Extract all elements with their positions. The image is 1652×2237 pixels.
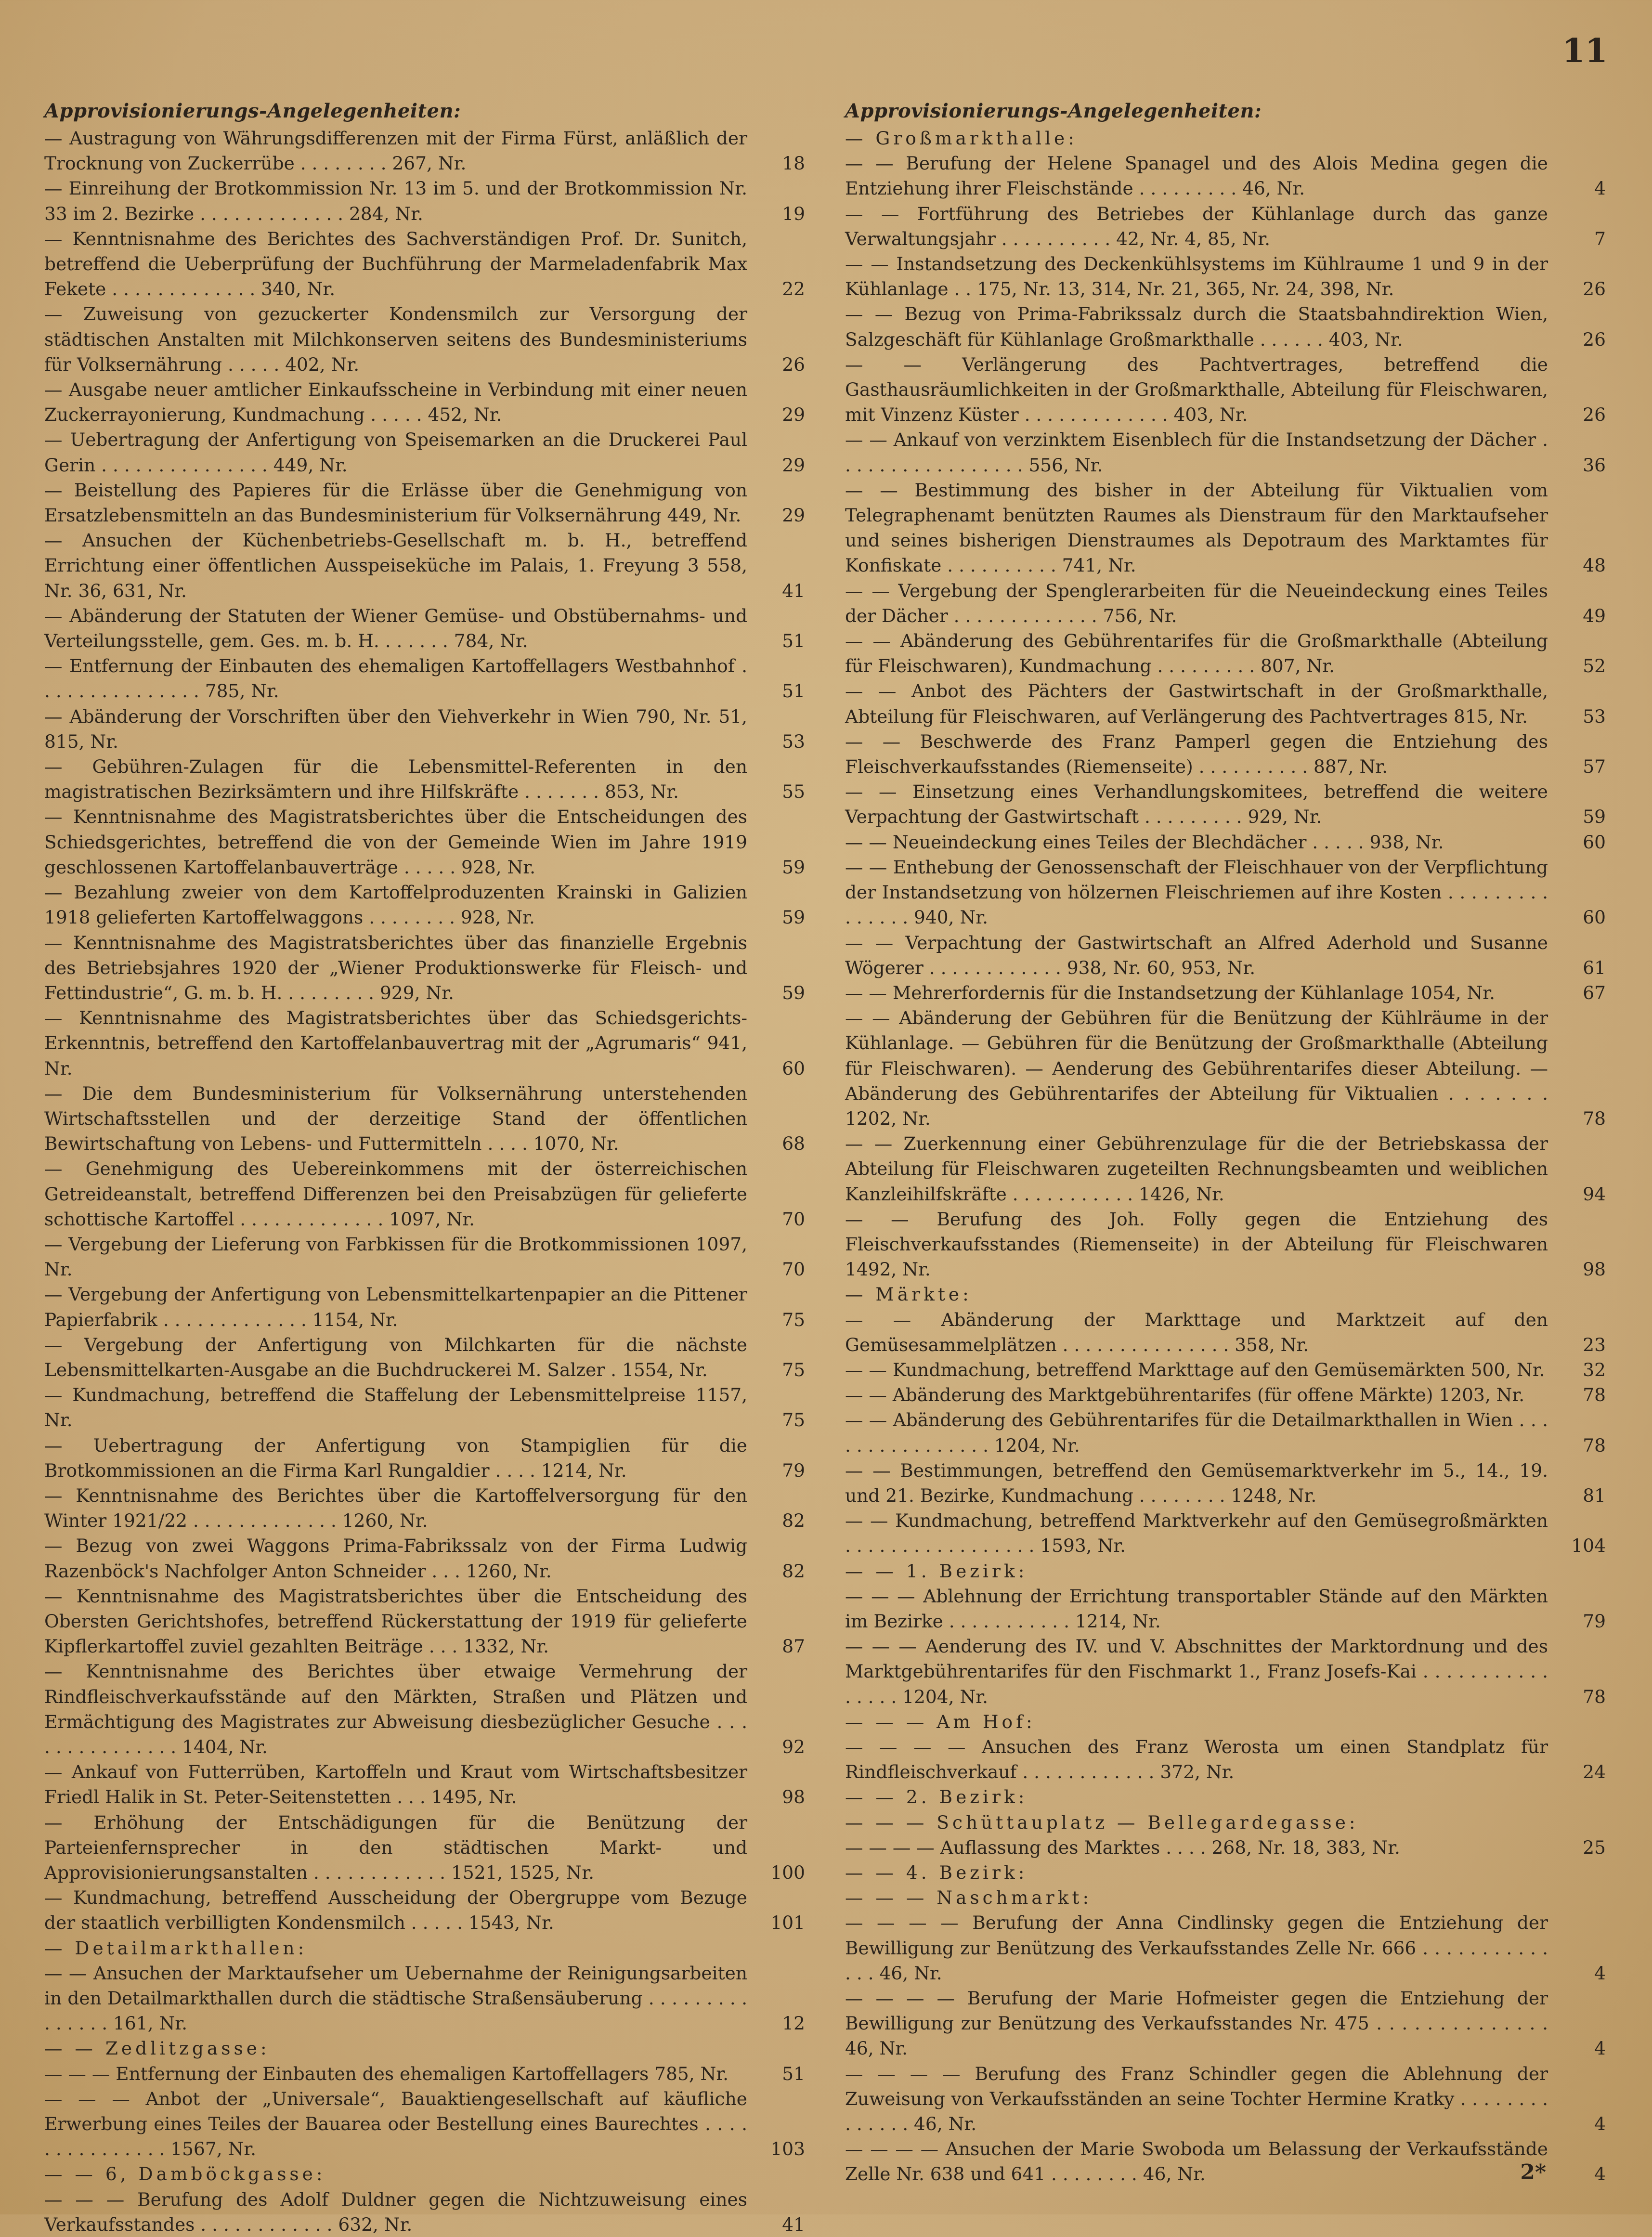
entry-text: — Uebertragung der Anfertigung von Speisemarken an die Druckerei Paul Gerin . . . . . . . . . . . . . . . 449, Nr. — [44, 429, 747, 476]
index-entry — [44, 301, 805, 377]
entry-text: — Beistellung des Papieres für die Erlässe über die Genehmigung von Ersatzlebensmitteln an das Bundesministerium für Volksernährung 449, Nr. — [44, 479, 747, 526]
entry-text: — Kenntnisnahme des Magistratsberichtes über das finanzielle Ergebnis des Betriebsjahres 1920 der „Wiener Produktionswerke für Fleisch- und Fettindustrie“, G. m. b. H. . . . . . . . . 929, Nr. — [44, 932, 747, 1003]
page-reference: 70 — [782, 1259, 805, 1280]
index-entry — [44, 603, 805, 653]
index-entry — [44, 653, 805, 703]
entry-text: — — Abänderung der Markttage und Marktzeit auf den Gemüsesammelplätzen . . . . . . . . . . . . . . . 358, Nr. — [845, 1309, 1548, 1355]
entry-text: — — Mehrerfordernis für die Instandsetzung der Kühlanlage 1054, Nr. — [845, 982, 1496, 1003]
entry-text: — — — Anbot der „Universale“, Bauaktiengesellschaft auf käufliche Erwerbung eines Teiles der Bauarea oder Bestellung eines Baurechtes . . . . . . . . . . . . . . . 1567, Nr. — [44, 2088, 747, 2160]
index-subheading — [845, 1810, 1606, 1835]
page-reference: 41 — [782, 580, 805, 601]
index-entry — [845, 678, 1606, 728]
page-reference: 48 — [1583, 555, 1606, 576]
page-reference: 75 — [782, 1409, 805, 1431]
page-reference: 32 — [1583, 1359, 1606, 1380]
page-reference: 24 — [1583, 1761, 1606, 1783]
page-reference: 82 — [782, 1510, 805, 1532]
entry-text: — Großmarkthalle: — [845, 128, 1078, 149]
index-column-left — [44, 99, 805, 2237]
index-entry — [44, 754, 805, 804]
index-entry — [845, 251, 1606, 301]
page-number: 11 — [1562, 32, 1608, 70]
entry-text: — — Zedlitzgasse: — [44, 2038, 270, 2059]
page-reference: 4 — [1594, 2113, 1606, 2135]
page-reference: 51 — [782, 2063, 805, 2084]
index-entry — [44, 126, 805, 176]
entry-text: — Kenntnisnahme des Magistratsberichtes über die Entscheidung des Obersten Gerichtshofes, betreffend Rückerstattung der 1919 für gelieferte Kipflerkartoffel zuviel gezahlten Beiträge . . . 1332, Nr. — [44, 1585, 747, 1657]
index-entry — [44, 1005, 805, 1081]
page-reference: 78 — [1583, 1384, 1606, 1406]
entry-text: — — Ansuchen der Marktaufseher um Uebernahme der Reinigungsarbeiten in den Detailmarkthallen durch die städtische Straßensäuberung . . . . . . . . . . . . . . . 161, Nr. — [44, 1962, 747, 2034]
entry-text: — — — — Berufung der Anna Cindlinsky gegen die Entziehung der Bewilligung zur Benützung des Verkaufsstandes Zelle Nr. 666 . . . . . . . . . . . . . . 46, Nr. — [845, 1912, 1548, 1984]
page-reference: 57 — [1583, 756, 1606, 778]
index-subheading — [845, 1784, 1606, 1809]
entry-text: — — Verlängerung des Pachtvertrages, betreffend die Gasthausräumlichkeiten in der Großmarkthalle, Abteilung für Fleischwaren, mit Vinzenz Küster . . . . . . . . . . . . . 403, Nr. — [845, 353, 1548, 426]
entry-text: — — Ankauf von verzinktem Eisenblech für die Instandsetzung der Dächer . . . . . . . . . . . . . . . . . 556, Nr. — [845, 429, 1548, 476]
entry-text: — Kundmachung, betreffend die Staffelung der Lebensmittelpreise 1157, Nr. — [44, 1384, 747, 1431]
entry-text: — — Zuerkennung einer Gebührenzulage für die der Betriebskassa der Abteilung für Fleischwaren zugeteilten Rechnungsbeamten und weiblichen Kanzleihilfskräfte . . . . . . . . . . . 1426, Nr. — [845, 1133, 1548, 1205]
entry-text: — Kenntnisnahme des Berichtes des Sachverständigen Prof. Dr. Sunitch, betreffend die Ueberprüfung der Buchführung der Marmeladenfabrik Max Fekete . . . . . . . . . . . . . 340, Nr. — [44, 228, 747, 300]
entry-text: — — — Aenderung des IV. und V. Abschnittes der Marktordnung und des Marktgebührentarifes für den Fischmarkt 1., Franz Josefs-Kai . . . . . . . . . . . . . . . . 1204, Nr. — [845, 1636, 1548, 1707]
index-entry — [845, 1734, 1606, 1784]
page-reference: 4 — [1594, 178, 1606, 199]
page-reference: 26 — [782, 353, 805, 375]
entry-text: — Austragung von Währungsdifferenzen mit der Firma Fürst, anläßlich der Trocknung von Zuckerrübe . . . . . . . . 267, Nr. — [44, 128, 747, 174]
index-entry — [44, 880, 805, 930]
page-reference: 51 — [782, 680, 805, 702]
entry-text: — Ausgabe neuer amtlicher Einkaufsscheine in Verbindung mit einer neuen Zuckerrayonierung, Kundmachung . . . . . 452, Nr. — [44, 379, 747, 426]
page-reference: 59 — [1583, 806, 1606, 828]
index-entry — [44, 1885, 805, 1935]
entry-text: — Einreihung der Brotkommission Nr. 13 im 5. und der Brotkommission Nr. 33 im 2. Bezirke . . . . . . . . . . . . . 284, Nr. — [44, 178, 747, 224]
entry-text: — — Einsetzung eines Verhandlungskomitees, betreffend die weitere Verpachtung der Gastwirtschaft . . . . . . . . . 929, Nr. — [845, 781, 1548, 828]
page-reference: 78 — [1583, 1686, 1606, 1707]
page-reference: 41 — [782, 2213, 805, 2235]
page-reference: 60 — [1583, 907, 1606, 928]
section-heading: Approvisionierungs-Angelegenheiten: — [845, 100, 1262, 122]
entry-text: — Kenntnisnahme des Magistratsberichtes über die Entscheidungen des Schiedsgerichtes, betreffend die von der Gemeinde Wien im Jahre 1919 geschlossenen Kartoffelanbauverträge . . . . . 928, Nr. — [44, 806, 747, 878]
entry-text: — — — — Berufung der Marie Hofmeister gegen die Entziehung der Bewilligung zur Benützung des Verkaufsstandes Nr. 475 . . . . . . . . . . . . . . 46, Nr. — [845, 1988, 1548, 2059]
page-reference: 67 — [1583, 982, 1606, 1003]
section-heading: Approvisionierungs-Angelegenheiten: — [44, 100, 461, 122]
entry-text: — Bezahlung zweier von dem Kartoffelproduzenten Krainski in Galizien 1918 gelieferten Kartoffelwaggons . . . . . . . . 928, Nr. — [44, 882, 747, 928]
entry-text: — — — Entfernung der Einbauten des ehemaligen Kartoffellagers 785, Nr. — [44, 2063, 729, 2084]
index-entry — [845, 1357, 1606, 1382]
index-entry — [44, 377, 805, 427]
index-entry — [44, 1282, 805, 1332]
index-entry — [845, 427, 1606, 477]
page-reference: 29 — [782, 404, 805, 426]
page-reference: 103 — [770, 2138, 805, 2160]
index-entry — [845, 352, 1606, 428]
page-reference: 100 — [770, 1862, 805, 1884]
index-entry — [44, 1382, 805, 1432]
entry-text: — — — Am Hof: — [845, 1711, 1036, 1732]
page-reference: 61 — [1583, 957, 1606, 978]
entry-text: — — 4. Bezirk: — [845, 1862, 1028, 1884]
entry-text: — Zuweisung von gezuckerter Kondensmilch zur Versorgung der städtischen Anstalten mit Milchkonserven seitens des Bundesministeriums für Volksernährung . . . . . 402, Nr. — [44, 303, 747, 375]
index-entry — [44, 2086, 805, 2162]
page-reference: 29 — [782, 505, 805, 526]
page-reference: 79 — [782, 1459, 805, 1481]
entry-text: — Abänderung der Statuten der Wiener Gemüse- und Obstübernahms- und Verteilungsstelle, gem. Ges. m. b. H. . . . . . . 784, Nr. — [44, 605, 747, 652]
entry-text: — — Kundmachung, betreffend Marktverkehr auf den Gemüsegroßmärkten . . . . . . . . . . . . . . . . . 1593, Nr. — [845, 1510, 1548, 1557]
index-subheading — [845, 1559, 1606, 1584]
entry-text: — Vergebung der Anfertigung von Milchkarten für die nächste Lebensmittelkarten-Ausgabe an die Buchdruckerei M. Salzer . 1554, Nr. — [44, 1334, 747, 1380]
entry-text: — — Instandsetzung des Deckenkühlsystems im Kühlraume 1 und 9 in der Kühlanlage . . 175, Nr. 13, 314, Nr. 21, 365, Nr. 24, 398, Nr. — [845, 253, 1548, 300]
index-entry — [845, 1835, 1606, 1860]
page-reference: 81 — [1583, 1484, 1606, 1506]
index-entry — [44, 1081, 805, 1157]
index-entry — [845, 1584, 1606, 1634]
page-reference: 29 — [782, 454, 805, 476]
index-entry — [44, 704, 805, 754]
page-reference: 4 — [1594, 2163, 1606, 2185]
index-entry — [845, 1634, 1606, 1709]
entry-text: — — Enthebung der Genossenschaft der Fleischhauer von der Verpflichtung der Instandsetzung von hölzernen Fleischriemen auf ihre Kosten . . . . . . . . . . . . . . . 940, Nr. — [845, 856, 1548, 928]
index-entry — [845, 1407, 1606, 1457]
entry-text: — Kenntnisnahme des Magistratsberichtes über das Schiedsgerichts-Erkenntnis, betreffend den Kartoffelanbauvertrag mit der „Agrumaris“ 941, Nr. — [44, 1007, 747, 1079]
entry-text: — — — Schüttauplatz — Bellegardegasse: — [845, 1811, 1359, 1833]
page-reference: 52 — [1583, 655, 1606, 677]
entry-text: — — Abänderung des Marktgebührentarifes (für offene Märkte) 1203, Nr. — [845, 1384, 1525, 1406]
page-reference: 26 — [1583, 404, 1606, 426]
index-entry — [845, 830, 1606, 855]
page-reference: 19 — [782, 203, 805, 224]
entry-text: — — Beschwerde des Franz Pamperl gegen die Entziehung des Fleischverkaufsstandes (Riemenseite) . . . . . . . . . . 887, Nr. — [845, 730, 1548, 778]
index-entry — [44, 1533, 805, 1583]
index-entry — [845, 980, 1606, 1005]
index-entry — [44, 2061, 805, 2086]
index-entry — [845, 301, 1606, 351]
entry-text: — Ansuchen der Küchenbetriebs-Gesellschaft m. b. H., betreffend Errichtung einer öffentlichen Ausspeiseküche im Palais, 1. Freyung 3 558, Nr. 36, 631, Nr. — [44, 530, 747, 601]
index-subheading — [845, 1709, 1606, 1734]
index-entry — [44, 1659, 805, 1759]
entry-text: — Kenntnisnahme des Berichtes über etwaige Vermehrung der Rindfleischverkaufsstände auf den Märkten, Straßen und Plätzen und Ermächtigung des Magistrates zur Abweisung diesbezüglicher Gesuche . . . . . . . . . . . . . . . 1404, Nr. — [44, 1661, 747, 1757]
entry-list-left — [44, 126, 805, 2237]
index-entry — [845, 1458, 1606, 1508]
page-reference: 55 — [782, 781, 805, 803]
index-entry — [845, 1382, 1606, 1407]
index-entry — [44, 176, 805, 226]
page-reference: 23 — [1583, 1334, 1606, 1355]
page-reference: 59 — [782, 856, 805, 878]
index-entry — [44, 1332, 805, 1382]
entry-text: — Uebertragung der Anfertigung von Stampiglien für die Brotkommissionen an die Firma Karl Rungaldier . . . . 1214, Nr. — [44, 1434, 747, 1481]
page-reference: 92 — [782, 1736, 805, 1757]
index-entry — [44, 226, 805, 302]
index-entry — [845, 578, 1606, 628]
page-reference: 60 — [782, 1057, 805, 1079]
page-reference: 98 — [782, 1786, 805, 1808]
index-entry — [44, 1232, 805, 1282]
index-entry — [845, 478, 1606, 578]
index-entry — [845, 1207, 1606, 1282]
entry-text: — Bezug von zwei Waggons Prima-Fabrikssalz von der Firma Ludwig Razenböck's Nachfolger Anton Schneider . . . 1260, Nr. — [44, 1535, 747, 1582]
index-entry — [44, 528, 805, 603]
entry-list-right — [845, 126, 1606, 2187]
page-reference: 51 — [782, 630, 805, 652]
entry-text: — — — — Ansuchen der Marie Swoboda um Belassung der Verkaufsstände Zelle Nr. 638 und 641 . . . . . . . . 46, Nr. — [845, 2138, 1548, 2185]
index-entry — [845, 729, 1606, 779]
entry-text: — Detailmarkthallen: — [44, 1937, 308, 1959]
entry-text: — — 6, Damböckgasse: — [44, 2163, 326, 2185]
page-reference: 98 — [1583, 1259, 1606, 1280]
index-entry — [845, 2061, 1606, 2137]
page-reference: 79 — [1583, 1610, 1606, 1632]
index-entry — [44, 2187, 805, 2237]
entry-text: — Die dem Bundesministerium für Volksernährung unterstehenden Wirtschaftsstellen und der derzeitige Stand der öffentlichen Bewirtschaftung von Lebens- und Futtermitteln . . . . 1070, Nr. — [44, 1082, 747, 1155]
entry-text: — — Abänderung des Gebührentarifes für die Detailmarkthallen in Wien . . . . . . . . . . . . . . . . 1204, Nr. — [845, 1409, 1548, 1456]
page-reference: 7 — [1594, 228, 1606, 249]
page-reference: 87 — [782, 1636, 805, 1657]
index-subheading — [845, 1885, 1606, 1910]
index-entry — [845, 1910, 1606, 1986]
index-entry — [845, 1508, 1606, 1558]
page-reference: 4 — [1594, 2038, 1606, 2059]
entry-text: — — 2. Bezirk: — [845, 1786, 1028, 1808]
entry-text: — — Bestimmungen, betreffend den Gemüsemarktverkehr im 5., 14., 19. und 21. Bezirke, Kundmachung . . . . . . . . 1248, Nr. — [845, 1459, 1548, 1506]
index-entry — [44, 1584, 805, 1659]
index-entry — [44, 1156, 805, 1232]
index-entry — [44, 804, 805, 880]
index-entry — [845, 1307, 1606, 1357]
index-entry — [44, 1961, 805, 2036]
entry-text: — — Neueindeckung eines Teiles der Blechdächer . . . . . 938, Nr. — [845, 831, 1444, 853]
entry-text: — — — Berufung des Adolf Duldner gegen die Nichtzuweisung eines Verkaufsstandes . . . . . . . . . . . . 632, Nr. — [44, 2188, 747, 2235]
index-entry — [44, 1483, 805, 1533]
page-reference: 59 — [782, 907, 805, 928]
entry-text: — Kundmachung, betreffend Ausscheidung der Obergruppe vom Bezuge der staatlich verbilligten Kondensmilch . . . . . 1543, Nr. — [44, 1887, 747, 1934]
entry-text: — — Abänderung der Gebühren für die Benützung der Kühlräume in der Kühlanlage. — Gebühren für die Benützung der Großmarkthalle (Abteilung für Fleischwaren). — Aenderung des Gebührentarifes dieser Abteilung. — Abänderung des Gebührentarifes der Abteilung für Viktualien . . . . . . . 1202, Nr. — [845, 1007, 1548, 1129]
entry-text: — — — — Berufung des Franz Schindler gegen die Ablehnung der Zuweisung von Verkaufsständen an seine Tochter Hermine Kratky . . . . . . . . . . . . . . 46, Nr. — [845, 2063, 1548, 2135]
entry-text: — — Verpachtung der Gastwirtschaft an Alfred Aderhold und Susanne Wögerer . . . . . . . . . . . . 938, Nr. 60, 953, Nr. — [845, 932, 1548, 978]
page-reference: 94 — [1583, 1183, 1606, 1205]
entry-text: — — Bezug von Prima-Fabrikssalz durch die Staatsbahndirektion Wien, Salzgeschäft für Kühlanlage Großmarkthalle . . . . . . 403, Nr. — [845, 303, 1548, 350]
entry-text: — Ankauf von Futterrüben, Kartoffeln und Kraut vom Wirtschaftsbesitzer Friedl Halik in St. Peter-Seitenstetten . . . 1495, Nr. — [44, 1761, 747, 1808]
index-entry — [44, 930, 805, 1006]
index-entry — [845, 1131, 1606, 1207]
index-entry — [845, 2136, 1606, 2186]
entry-text: — Entfernung der Einbauten des ehemaligen Kartoffellagers Westbahnhof . . . . . . . . . . . . . . . 785, Nr. — [44, 655, 747, 702]
page-reference: 49 — [1583, 605, 1606, 626]
page-reference: 75 — [782, 1359, 805, 1380]
page-reference: 78 — [1583, 1434, 1606, 1456]
page-reference: 12 — [782, 2013, 805, 2034]
index-column-right — [845, 99, 1606, 2187]
entry-text: — — Berufung der Helene Spanagel und des Alois Medina gegen die Entziehung ihrer Fleischstände . . . . . . . . . 46, Nr. — [845, 153, 1548, 199]
index-subheading — [44, 1936, 805, 1961]
index-subheading — [845, 126, 1606, 151]
page-reference: 22 — [782, 278, 805, 300]
entry-text: — — Fortführung des Betriebes der Kühlanlage durch das ganze Verwaltungsjahr . . . . . . . . . . 42, Nr. 4, 85, Nr. — [845, 203, 1548, 249]
page-reference: 59 — [782, 982, 805, 1003]
index-entry — [845, 779, 1606, 829]
page-reference: 68 — [782, 1133, 805, 1155]
entry-text: — — — — Auflassung des Marktes . . . . 268, Nr. 18, 383, Nr. — [845, 1836, 1400, 1858]
page-reference: 78 — [1583, 1107, 1606, 1129]
page-reference: 4 — [1594, 1962, 1606, 1984]
page-reference: 53 — [1583, 705, 1606, 727]
index-entry — [845, 151, 1606, 201]
index-entry — [845, 1005, 1606, 1131]
entry-text: — Abänderung der Vorschriften über den Viehverkehr in Wien 790, Nr. 51, 815, Nr. — [44, 705, 747, 752]
entry-text: — — Kundmachung, betreffend Markttage auf den Gemüsemärkten 500, Nr. — [845, 1359, 1545, 1380]
entry-text: — — Anbot des Pächters der Gastwirtschaft in der Großmarkthalle, Abteilung für Fleischwaren, auf Verlängerung des Pachtvertrages 815, Nr. — [845, 680, 1548, 727]
index-subheading — [845, 1282, 1606, 1307]
entry-text: — Vergebung der Lieferung von Farbkissen für die Brotkommissionen 1097, Nr. — [44, 1233, 747, 1280]
entry-text: — — — — Ansuchen des Franz Werosta um einen Standplatz für Rindfleischverkauf . . . . . . . . . . . . 372, Nr. — [845, 1736, 1548, 1783]
entry-text: — Märkte: — [845, 1284, 972, 1305]
entry-text: — Kenntnisnahme des Berichtes über die Kartoffelversorgung für den Winter 1921/22 . . . . . . . . . . . . . 1260, Nr. — [44, 1484, 747, 1532]
page-reference: 26 — [1583, 278, 1606, 300]
page-reference: 82 — [782, 1560, 805, 1582]
page-reference: 25 — [1583, 1836, 1606, 1858]
index-subheading — [44, 2161, 805, 2186]
page-reference: 101 — [770, 1912, 805, 1934]
page-reference: 75 — [782, 1309, 805, 1330]
page-reference: 36 — [1583, 454, 1606, 476]
index-entry — [845, 201, 1606, 251]
entry-text: — Gebühren-Zulagen für die Lebensmittel-Referenten in den magistratischen Bezirksämtern und ihre Hilfskräfte . . . . . . . 853, Nr. — [44, 756, 747, 803]
entry-text: — Vergebung der Anfertigung von Lebensmittelkartenpapier an die Pittener Papierfabrik . . . . . . . . . . . . . 1154, Nr. — [44, 1284, 747, 1330]
index-entry — [44, 427, 805, 477]
page-reference: 70 — [782, 1208, 805, 1230]
index-subheading — [44, 2036, 805, 2061]
index-entry — [44, 1810, 805, 1886]
index-entry — [44, 1759, 805, 1809]
entry-text: — — Vergebung der Spenglerarbeiten für die Neueindeckung eines Teiles der Dächer . . . . . . . . . . . . . 756, Nr. — [845, 580, 1548, 626]
page-reference: 26 — [1583, 328, 1606, 350]
signature-mark: 2* — [1520, 2160, 1546, 2185]
entry-text: — — Bestimmung des bisher in der Abteilung für Viktualien vom Telegraphenamt benützten Raumes als Dienstraum für den Marktaufseher und seines bisherigen Dienstraumes als Depotraum des Marktamtes für Konfiskate . . . . . . . . . . 741, Nr. — [845, 479, 1548, 576]
entry-text: — Erhöhung der Entschädigungen für die Benützung der Parteienfernsprecher in den städtischen Markt- und Approvisionierungsanstalten . . . . . . . . . . . . 1521, 1525, Nr. — [44, 1811, 747, 1884]
index-entry — [845, 855, 1606, 930]
index-entry — [845, 930, 1606, 980]
entry-text: — — — Naschmarkt: — [845, 1887, 1093, 1909]
index-entry — [44, 1433, 805, 1483]
entry-text: — — — Ablehnung der Errichtung transportabler Stände auf den Märkten im Bezirke . . . . . . . . . . . 1214, Nr. — [845, 1585, 1548, 1632]
index-entry — [845, 1986, 1606, 2061]
entry-text: — — Berufung des Joh. Folly gegen die Entziehung des Fleischverkaufsstandes (Riemenseite) in der Abteilung für Fleischwaren 1492, Nr. — [845, 1208, 1548, 1280]
entry-text: — Genehmigung des Uebereinkommens mit der österreichischen Getreideanstalt, betreffend Differenzen bei den Preisabzügen für gelieferte schottische Kartoffel . . . . . . . . . . . . . 1097, Nr. — [44, 1158, 747, 1230]
page-reference: 104 — [1571, 1535, 1606, 1557]
index-entry — [845, 628, 1606, 678]
page-reference: 60 — [1583, 831, 1606, 853]
index-entry — [44, 478, 805, 528]
page-reference: 18 — [782, 153, 805, 174]
entry-text: — — Abänderung des Gebührentarifes für die Großmarkthalle (Abteilung für Fleischwaren), Kundmachung . . . . . . . . . 807, Nr. — [845, 630, 1548, 677]
index-subheading — [845, 1860, 1606, 1885]
page-reference: 53 — [782, 730, 805, 752]
entry-text: — — 1. Bezirk: — [845, 1560, 1028, 1582]
